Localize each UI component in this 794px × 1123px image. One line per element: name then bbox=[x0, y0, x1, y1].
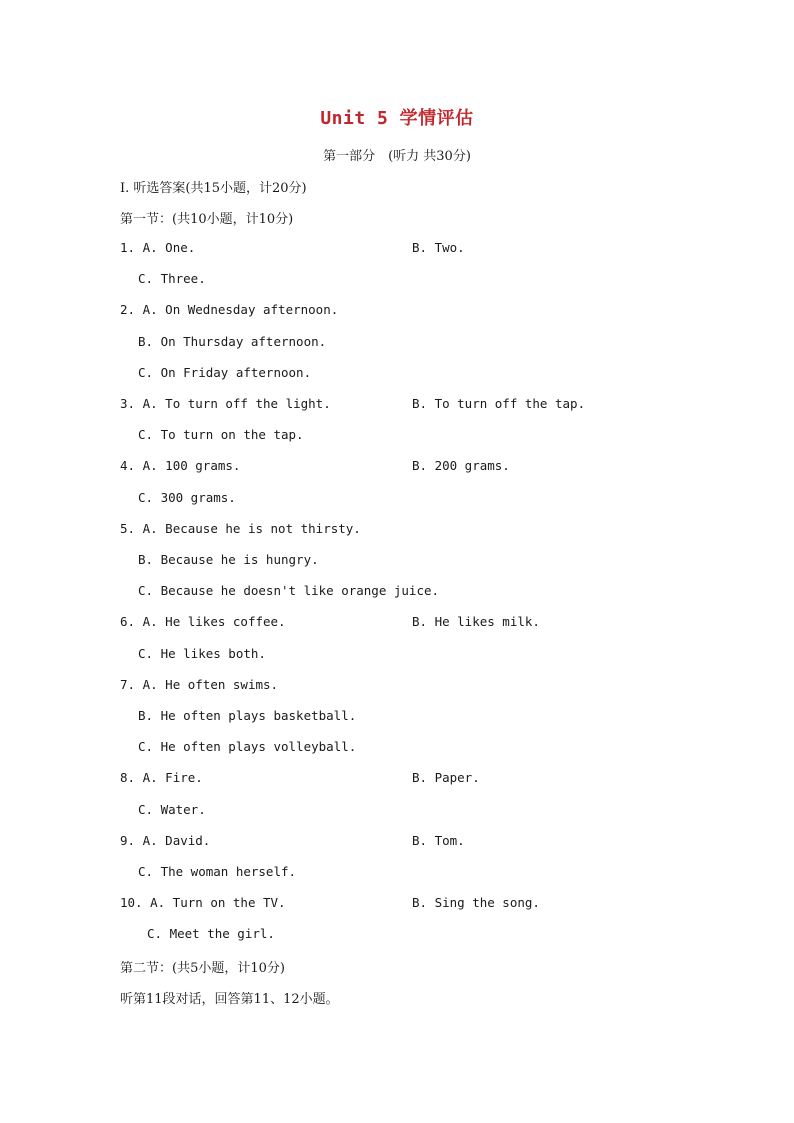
part2-header: 第二节：(共5小题，计10分) bbox=[120, 961, 285, 976]
question-5-option-b: B. Because he is hungry. bbox=[138, 552, 319, 567]
question-8-option-c: C. Water. bbox=[138, 802, 206, 817]
question-4-option-c: C. 300 grams. bbox=[138, 490, 236, 505]
question-4-option-b: B. 200 grams. bbox=[412, 458, 510, 473]
question-number: 3. bbox=[120, 396, 136, 411]
question-5 bbox=[120, 521, 361, 536]
question-number: 10. bbox=[120, 895, 143, 910]
question-number: 8. bbox=[120, 770, 136, 785]
question-6-option-c: C. He likes both. bbox=[138, 646, 266, 661]
page-subtitle: 第一部分 (听力 共30分) bbox=[323, 149, 471, 164]
question-number: 6. bbox=[120, 614, 136, 629]
option-a: A. Turn on the TV. bbox=[150, 895, 286, 910]
option-a: A. Because he is not thirsty. bbox=[142, 521, 361, 536]
question-6-option-b: B. He likes milk. bbox=[412, 614, 540, 629]
question-3-option-c: C. To turn on the tap. bbox=[138, 427, 304, 442]
question-9 bbox=[120, 833, 210, 848]
option-a: A. 100 grams. bbox=[142, 458, 241, 473]
part1-header: 第一节：(共10小题，计10分) bbox=[120, 212, 294, 227]
option-a: A. He often swims. bbox=[142, 677, 279, 692]
question-number: 2. bbox=[120, 302, 136, 317]
question-2-option-c: C. On Friday afternoon. bbox=[138, 365, 312, 380]
option-a: A. David. bbox=[142, 833, 211, 848]
option-a: A. To turn off the light. bbox=[142, 396, 331, 411]
question-1 bbox=[120, 240, 195, 255]
question-5-option-c: C. Because he doesn't like orange juice. bbox=[138, 583, 440, 598]
question-number: 4. bbox=[120, 458, 136, 473]
question-6 bbox=[120, 614, 286, 629]
section-header: Ⅰ. 听选答案(共15小题，计20分) bbox=[120, 181, 307, 196]
question-10 bbox=[120, 895, 286, 910]
question-number: 7. bbox=[120, 677, 136, 692]
question-10-option-c: C. Meet the girl. bbox=[147, 926, 275, 941]
page-title: Unit 5 学情评估 bbox=[320, 108, 474, 129]
option-a: A. He likes coffee. bbox=[142, 614, 286, 629]
option-a: A. On Wednesday afternoon. bbox=[142, 302, 339, 317]
question-9-option-c: C. The woman herself. bbox=[138, 864, 297, 879]
question-10-option-b: B. Sing the song. bbox=[412, 895, 540, 910]
question-4 bbox=[120, 458, 240, 473]
question-1-option-c: C. Three. bbox=[138, 271, 206, 286]
question-9-option-b: B. Tom. bbox=[412, 833, 465, 848]
question-8 bbox=[120, 770, 203, 785]
question-number: 1. bbox=[120, 240, 136, 255]
question-1-option-b: B. Two. bbox=[412, 240, 465, 255]
question-number: 9. bbox=[120, 833, 136, 848]
option-a: A. One. bbox=[142, 240, 196, 255]
question-7-option-b: B. He often plays basketball. bbox=[138, 708, 357, 723]
question-7-option-c: C. He often plays volleyball. bbox=[138, 739, 357, 754]
question-2 bbox=[120, 302, 338, 317]
question-3 bbox=[120, 396, 331, 411]
question-number: 5. bbox=[120, 521, 136, 536]
option-a: A. Fire. bbox=[142, 770, 203, 785]
question-2-option-b: B. On Thursday afternoon. bbox=[138, 334, 327, 349]
question-3-option-b: B. To turn off the tap. bbox=[412, 396, 586, 411]
question-8-option-b: B. Paper. bbox=[412, 770, 480, 785]
listening-instruction: 听第11段对话，回答第11、12小题。 bbox=[120, 992, 339, 1007]
question-7 bbox=[120, 677, 278, 692]
